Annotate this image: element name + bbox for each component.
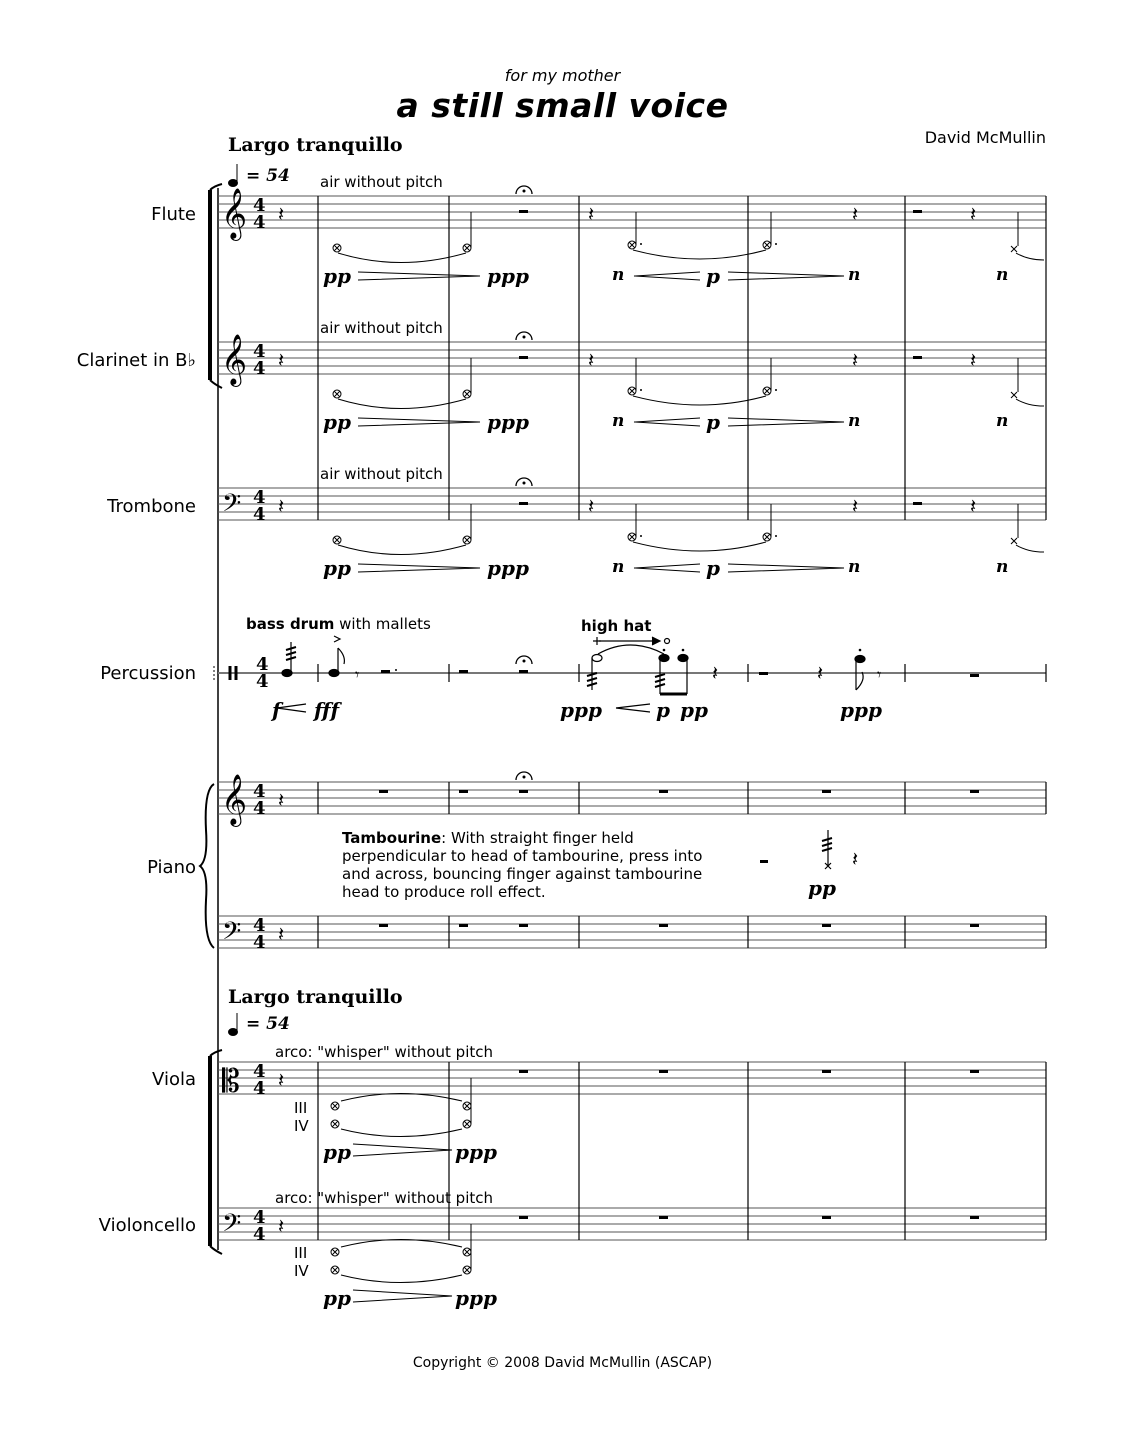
dynamic: p <box>706 556 720 580</box>
dynamic: n <box>848 557 861 577</box>
instrument-piano: Piano <box>147 857 196 878</box>
svg-text:4: 4 <box>253 341 266 362</box>
svg-text:𝄞: 𝄞 <box>221 774 248 825</box>
metronome-mark-strings: = 54 <box>246 1014 290 1034</box>
dynamic: n <box>996 557 1009 577</box>
dynamic: pp <box>808 876 836 900</box>
svg-text:4: 4 <box>253 487 266 508</box>
svg-text:𝄾: 𝄾 <box>877 665 882 684</box>
dynamic: ppp <box>560 698 602 722</box>
svg-text:𝄽: 𝄽 <box>278 922 285 946</box>
instrument-trombone: Trombone <box>107 496 196 517</box>
svg-text:𝄽: 𝄽 <box>852 494 859 518</box>
svg-text:𝄽: 𝄽 <box>852 847 859 871</box>
svg-text:𝄽: 𝄽 <box>588 348 595 372</box>
dynamic: p <box>656 698 670 722</box>
dynamic: ppp <box>840 698 882 722</box>
svg-text:𝄽: 𝄽 <box>712 661 719 685</box>
dynamic: fff <box>314 698 340 722</box>
tambourine-instruction: Tambourine: With straight finger held perpendicular to head of tambourine, press into and across, bouncing finger against tambourine head to produce roll effect. <box>342 829 703 901</box>
svg-text:𝄽: 𝄽 <box>278 348 285 372</box>
string-numbers-viola: III IV <box>294 1099 309 1135</box>
svg-text:𝄡: 𝄡 <box>222 1062 240 1100</box>
technique-trombone: air without pitch <box>320 465 443 483</box>
page-title: a still small voice <box>396 86 729 125</box>
svg-text:𝄽: 𝄽 <box>278 494 285 518</box>
dynamic: n <box>996 265 1009 285</box>
dynamic: n <box>612 411 625 431</box>
dynamic: ppp <box>487 556 529 580</box>
dynamic: pp <box>323 1140 351 1164</box>
svg-text:𝄽: 𝄽 <box>817 661 824 685</box>
dedication: for my mother <box>504 66 621 85</box>
dynamic: f <box>272 698 281 722</box>
dynamic: ppp <box>455 1140 497 1164</box>
svg-text:𝄽: 𝄽 <box>970 348 977 372</box>
tempo-marking-strings: Largo tranquillo <box>228 986 403 1008</box>
svg-text:𝄽: 𝄽 <box>970 202 977 226</box>
svg-text:4: 4 <box>256 671 269 692</box>
dynamic: n <box>848 411 861 431</box>
instrument-violoncello: Violoncello <box>98 1215 196 1236</box>
svg-text:4: 4 <box>256 654 269 675</box>
dynamic: pp <box>323 556 351 580</box>
technique-flute: air without pitch <box>320 173 443 191</box>
svg-text:4: 4 <box>253 932 266 953</box>
svg-text:𝄢: 𝄢 <box>222 917 242 952</box>
svg-text:4: 4 <box>253 212 266 233</box>
technique-violoncello: arco: "whisper" without pitch <box>275 1189 493 1207</box>
technique-viola: arco: "whisper" without pitch <box>275 1043 493 1061</box>
instrument-viola: Viola <box>152 1069 196 1090</box>
dynamic: n <box>612 265 625 285</box>
svg-text:𝄢: 𝄢 <box>222 1209 242 1244</box>
instrument-flute: Flute <box>151 204 196 225</box>
svg-text:4: 4 <box>253 358 266 379</box>
metronome-mark: = 54 <box>246 166 290 186</box>
svg-text:𝄞: 𝄞 <box>221 334 248 385</box>
svg-text:4: 4 <box>253 1207 266 1228</box>
dynamic: pp <box>323 264 351 288</box>
svg-text:𝄽: 𝄽 <box>278 1214 285 1238</box>
dynamic: pp <box>323 1286 351 1310</box>
svg-text:𝄽: 𝄽 <box>588 202 595 226</box>
svg-text:4: 4 <box>253 1061 266 1082</box>
dynamic: ppp <box>487 410 529 434</box>
svg-text:𝄽: 𝄽 <box>278 788 285 812</box>
technique-clarinet: air without pitch <box>320 319 443 337</box>
tempo-marking: Largo tranquillo <box>228 134 403 156</box>
svg-text:4: 4 <box>253 504 266 525</box>
dynamic: n <box>612 557 625 577</box>
dynamic: n <box>848 265 861 285</box>
svg-text:4: 4 <box>253 1078 266 1099</box>
dynamic: n <box>996 411 1009 431</box>
technique-high-hat: high hat <box>581 617 652 635</box>
dynamic: ppp <box>487 264 529 288</box>
string-numbers-cello: III IV <box>294 1244 309 1280</box>
svg-text:4: 4 <box>253 915 266 936</box>
dynamic: pp <box>323 410 351 434</box>
svg-text:4: 4 <box>253 798 266 819</box>
svg-text:𝄢: 𝄢 <box>222 489 242 524</box>
svg-text:𝄞: 𝄞 <box>221 188 248 239</box>
svg-text:4: 4 <box>253 781 266 802</box>
svg-text:4: 4 <box>253 1224 266 1245</box>
instrument-clarinet: Clarinet in B♭ <box>76 350 196 371</box>
dynamic: pp <box>680 698 708 722</box>
svg-text:4: 4 <box>253 195 266 216</box>
svg-text:𝄽: 𝄽 <box>588 494 595 518</box>
instrument-percussion: Percussion <box>100 663 196 684</box>
svg-text:𝄽: 𝄽 <box>852 348 859 372</box>
svg-text:𝄽: 𝄽 <box>278 202 285 226</box>
dynamic: p <box>706 264 720 288</box>
technique-percussion: bass drum with mallets <box>246 615 431 633</box>
svg-text:𝄽: 𝄽 <box>852 202 859 226</box>
svg-text:𝄾: 𝄾 <box>355 665 360 684</box>
dynamic: p <box>706 410 720 434</box>
composer-name: David McMullin <box>924 128 1046 147</box>
dynamic: ppp <box>455 1286 497 1310</box>
copyright: Copyright © 2008 David McMullin (ASCAP) <box>412 1355 713 1371</box>
svg-text:𝄽: 𝄽 <box>278 1068 285 1092</box>
svg-text:𝄽: 𝄽 <box>970 494 977 518</box>
